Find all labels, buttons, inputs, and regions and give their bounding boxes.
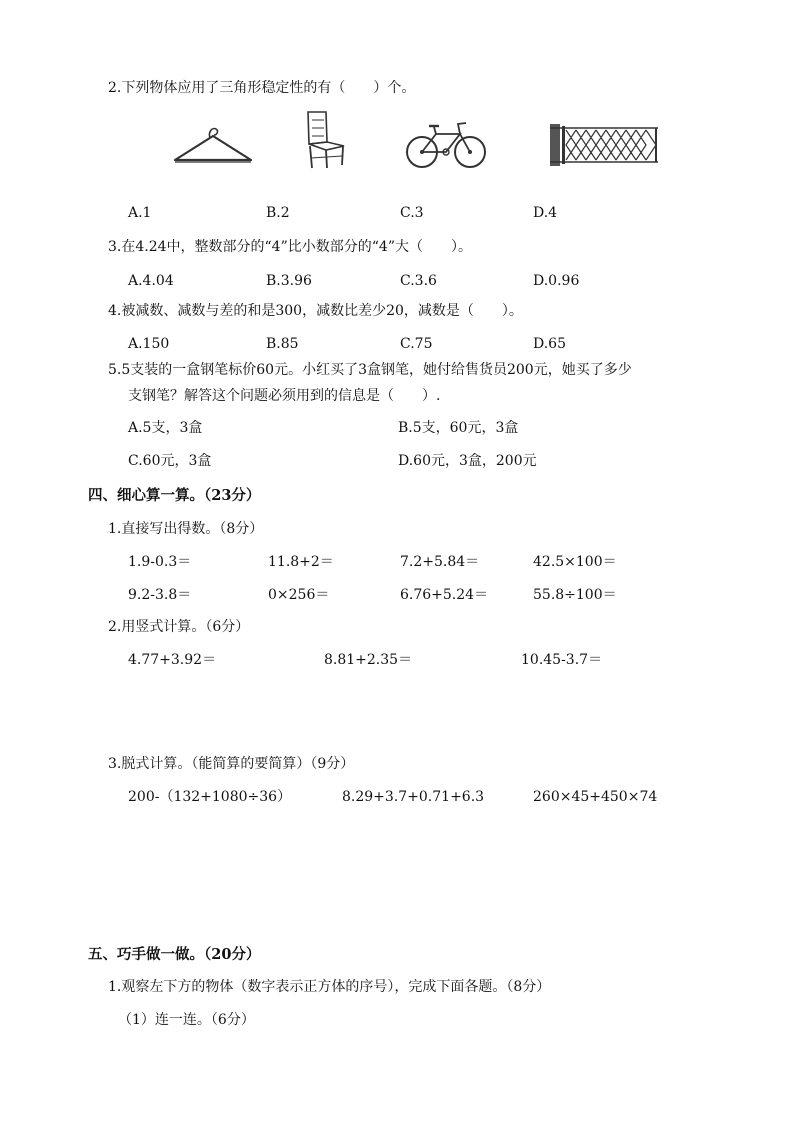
q3-option-d: D.0.96 xyxy=(533,273,580,289)
vertical-calc-item: 10.45-3.7＝ xyxy=(521,652,603,668)
folding-gate-icon xyxy=(548,122,660,168)
calc-item: 6.76+5.24＝ xyxy=(400,587,489,603)
section4-part1-title: 1.直接写出得数。（8分） xyxy=(108,521,264,537)
calc-item: 55.8÷100＝ xyxy=(533,587,617,603)
step-calc-item: 200-（132+1080÷36） xyxy=(128,789,292,805)
q2-option-d: D.4 xyxy=(533,205,558,221)
section4-part2-title: 2.用竖式计算。（6分） xyxy=(108,619,250,635)
calc-item: 42.5×100＝ xyxy=(533,554,617,570)
calc-item: 1.9-0.3＝ xyxy=(128,554,192,570)
section5-title: 五、巧手做一做。（20分） xyxy=(88,946,261,963)
q3-option-a: A.4.04 xyxy=(128,273,174,289)
q3-option-b: B.3.96 xyxy=(266,273,312,289)
q2-stem: 2.下列物体应用了三角形稳定性的有（ ）个。 xyxy=(108,80,416,96)
calc-item: 9.2-3.8＝ xyxy=(128,587,192,603)
bicycle-icon xyxy=(404,118,488,170)
section5-part1-sub1: （1）连一连。（6分） xyxy=(118,1012,255,1028)
calc-item: 7.2+5.84＝ xyxy=(400,554,480,570)
hanger-icon xyxy=(172,124,254,168)
q3-stem: 3.在4.24中，整数部分的“4”比小数部分的“4”大（ ）。 xyxy=(108,239,472,255)
q5-option-a: A.5支，3盒 xyxy=(128,420,203,436)
q5-stem-line1: 5.5支装的一盒钢笔标价60元。小红买了3盒钢笔，她付给售货员200元，她买了多少 xyxy=(108,362,632,378)
q4-option-d: D.65 xyxy=(533,336,566,352)
q4-stem: 4.被减数、减数与差的和是300，减数比差少20，减数是（ ）。 xyxy=(108,303,523,319)
q5-option-c: C.60元，3盒 xyxy=(128,453,212,469)
calc-item: 11.8+2＝ xyxy=(268,554,334,570)
q3-option-c: C.3.6 xyxy=(400,273,437,289)
q5-option-b: B.5支，60元，3盒 xyxy=(398,420,519,436)
q2-option-a: A.1 xyxy=(128,205,152,221)
step-calc-item: 8.29+3.7+0.71+6.3 xyxy=(342,789,485,805)
step-calc-item: 260×45+450×74 xyxy=(533,789,658,805)
vertical-calc-item: 4.77+3.92＝ xyxy=(128,652,217,668)
chair-icon xyxy=(300,110,350,170)
q2-option-b: B.2 xyxy=(266,205,290,221)
q4-option-a: A.150 xyxy=(128,336,170,352)
q5-option-d: D.60元，3盒，200元 xyxy=(398,453,537,469)
vertical-calc-item: 8.81+2.35＝ xyxy=(324,652,413,668)
q5-stem-line2: 支钢笔？解答这个问题必须用到的信息是（ ）. xyxy=(128,388,441,404)
q4-option-c: C.75 xyxy=(400,336,433,352)
q2-option-c: C.3 xyxy=(400,205,424,221)
section5-part1-title: 1.观察左下方的物体（数字表示正方体的序号），完成下面各题。（8分） xyxy=(108,979,551,995)
section4-part3-title: 3.脱式计算。（能简算的要简算）（9分） xyxy=(108,756,355,772)
calc-item: 0×256＝ xyxy=(268,587,330,603)
section4-title: 四、细心算一算。（23分） xyxy=(88,487,261,504)
q4-option-b: B.85 xyxy=(266,336,299,352)
